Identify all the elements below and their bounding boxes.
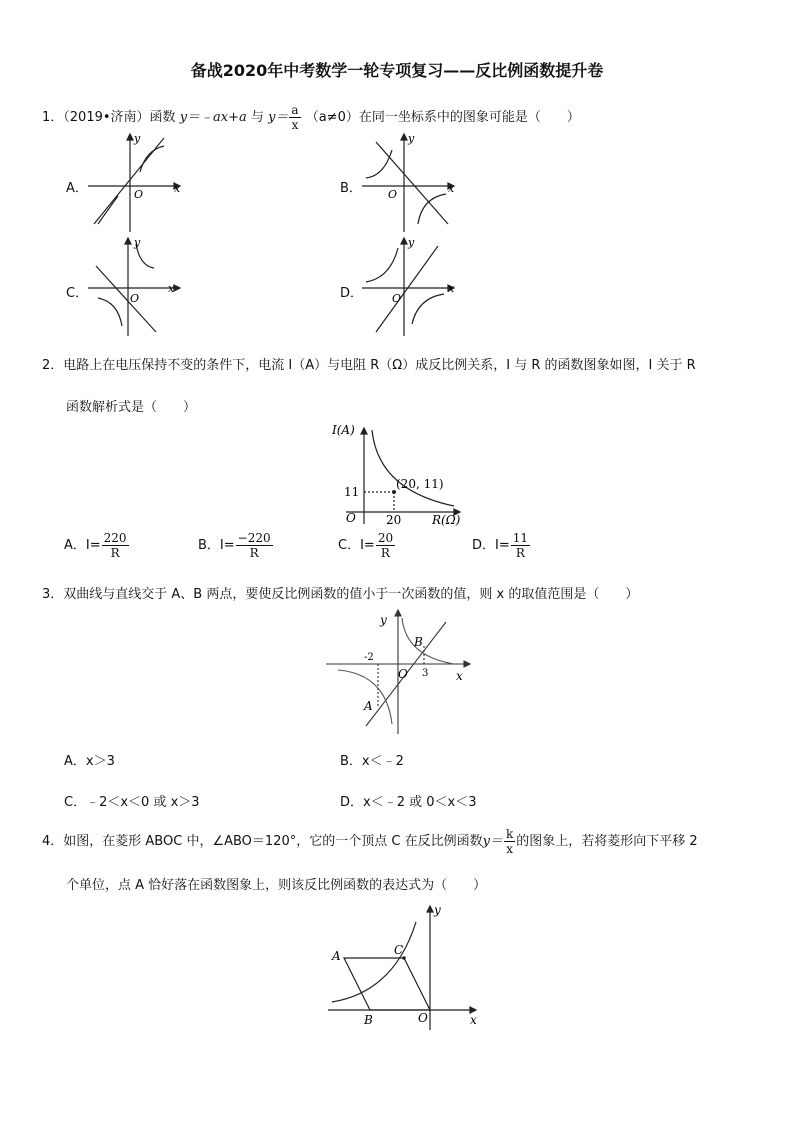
question-number: 1． bbox=[42, 110, 64, 125]
denominator: R bbox=[110, 546, 120, 560]
point-a-label: A bbox=[332, 949, 341, 963]
origin-label: O bbox=[346, 511, 356, 525]
option-label-a: A． bbox=[66, 181, 88, 196]
point-label: (20, 11) bbox=[396, 477, 444, 491]
question-1-stem bbox=[42, 104, 580, 131]
numerator: −220 bbox=[237, 531, 271, 545]
point-c-label: C bbox=[394, 943, 404, 957]
q2-option-a bbox=[64, 532, 130, 559]
x-axis-label: x bbox=[174, 182, 181, 195]
q2-graph bbox=[328, 420, 468, 530]
denominator: x bbox=[506, 842, 513, 856]
point-b-label: B bbox=[364, 1013, 373, 1027]
option-label-b: B． bbox=[340, 181, 362, 196]
equation-linear: y＝﹣ax+a bbox=[179, 110, 247, 125]
origin-label: O bbox=[392, 292, 402, 305]
y-axis-label: y bbox=[408, 236, 415, 249]
connector-text: 与 bbox=[250, 110, 264, 125]
q1-graph-c bbox=[88, 236, 188, 336]
q2-option-d bbox=[472, 532, 531, 559]
q1-graph-b bbox=[362, 132, 462, 232]
q3-option-d: D．x＜﹣2 或 0＜x＜3 bbox=[340, 795, 477, 810]
question-number: 3． bbox=[42, 587, 64, 602]
question-text: 如图，在菱形 ABOC 中，∠ABO＝120°，它的一个顶点 C 在反比例函数 bbox=[63, 834, 483, 849]
q2-option-c bbox=[338, 532, 396, 559]
q2-option-b bbox=[198, 532, 274, 559]
x-tick-pos: 3 bbox=[422, 668, 429, 679]
y-tick-label: 11 bbox=[344, 485, 360, 499]
question-number: 4． bbox=[42, 834, 64, 849]
y-axis-label: y bbox=[434, 903, 441, 917]
denominator: x bbox=[291, 118, 299, 132]
question-number: 2． bbox=[42, 358, 64, 373]
option-lhs: I= bbox=[360, 538, 375, 553]
x-tick-label: 20 bbox=[386, 513, 402, 527]
q3-option-c: C．﹣2＜x＜0 或 x＞3 bbox=[64, 795, 200, 810]
point-b-label: B bbox=[414, 635, 423, 649]
numerator: 220 bbox=[103, 531, 127, 545]
y-axis-label: y bbox=[408, 132, 415, 145]
question-2-text-line2: 函数解析式是（ ） bbox=[66, 400, 197, 415]
option-label-d: D． bbox=[340, 286, 364, 301]
question-text-line1: 电路上在电压保持不变的条件下，电流 I（A）与电阻 R（Ω）成反比例关系，I 与 R 的函数图象如图，I 关于 R bbox=[63, 358, 696, 373]
equation-lhs: y＝ bbox=[268, 110, 289, 125]
y-axis-label: I(A) bbox=[332, 423, 355, 437]
option-fraction bbox=[511, 532, 530, 559]
q1-graph-a bbox=[88, 132, 188, 232]
numerator: 20 bbox=[377, 531, 394, 545]
origin-label: O bbox=[398, 667, 408, 681]
option-lhs: I= bbox=[85, 538, 101, 553]
x-axis-label: x bbox=[168, 282, 175, 295]
option-label: A． bbox=[64, 538, 86, 553]
numerator: k bbox=[505, 827, 514, 841]
q3-graph bbox=[324, 606, 474, 736]
question-3-stem bbox=[42, 583, 638, 602]
q4-graph bbox=[324, 902, 484, 1032]
option-fraction bbox=[376, 532, 395, 559]
denominator: R bbox=[380, 546, 390, 560]
origin-label: O bbox=[130, 292, 140, 305]
y-axis-label: y bbox=[134, 236, 141, 249]
x-axis-label: x bbox=[448, 182, 455, 195]
option-fraction bbox=[236, 532, 273, 559]
question-2-stem bbox=[42, 354, 696, 373]
question-source: （2019•济南）函数 bbox=[63, 110, 176, 125]
option-label: B． bbox=[198, 538, 220, 553]
point-a-label: A bbox=[364, 699, 373, 713]
denominator: R bbox=[515, 546, 525, 560]
option-label: D． bbox=[472, 538, 496, 553]
q1-graph-d bbox=[362, 236, 462, 336]
y-axis-label: y bbox=[380, 613, 387, 627]
x-tick-neg: -2 bbox=[364, 652, 374, 663]
page-title: 备战2020年中考数学一轮专项复习——反比例函数提升卷 bbox=[190, 61, 604, 80]
option-lhs: I= bbox=[219, 538, 235, 553]
origin-label: O bbox=[134, 188, 144, 201]
option-fraction bbox=[102, 532, 129, 559]
x-axis-label: x bbox=[456, 669, 463, 683]
fraction-k-over-x bbox=[504, 828, 515, 855]
question-4-text-line2: 个单位，点 A 恰好落在函数图象上，则该反比例函数的表达式为（ ） bbox=[66, 878, 487, 893]
numerator: a bbox=[291, 103, 299, 117]
question-condition: （a≠0）在同一坐标系中的图象可能是（ ） bbox=[305, 110, 580, 125]
x-axis-label: x bbox=[470, 1013, 477, 1027]
q3-option-b: B．x＜﹣2 bbox=[340, 754, 404, 769]
fraction-a-over-x bbox=[289, 104, 300, 131]
x-axis-label: R(Ω) bbox=[432, 513, 461, 527]
numerator: 11 bbox=[512, 531, 529, 545]
q3-option-a: A．x＞3 bbox=[64, 754, 115, 769]
y-axis-label: y bbox=[134, 132, 141, 145]
question-4-stem bbox=[42, 828, 698, 855]
question-text: 双曲线与直线交于 A、B 两点，要使反比例函数的值小于一次函数的值，则 x 的取值范围是（ ） bbox=[63, 587, 639, 602]
origin-label: O bbox=[388, 188, 398, 201]
denominator: R bbox=[249, 546, 259, 560]
option-label: C． bbox=[338, 538, 361, 553]
x-axis-label: x bbox=[448, 282, 455, 295]
option-label-c: C． bbox=[66, 286, 89, 301]
option-lhs: I= bbox=[495, 538, 510, 553]
question-text-cont: 的图象上，若将菱形向下平移 2 bbox=[516, 834, 698, 849]
equation-lhs: y＝ bbox=[482, 834, 503, 849]
origin-label: O bbox=[418, 1011, 428, 1025]
